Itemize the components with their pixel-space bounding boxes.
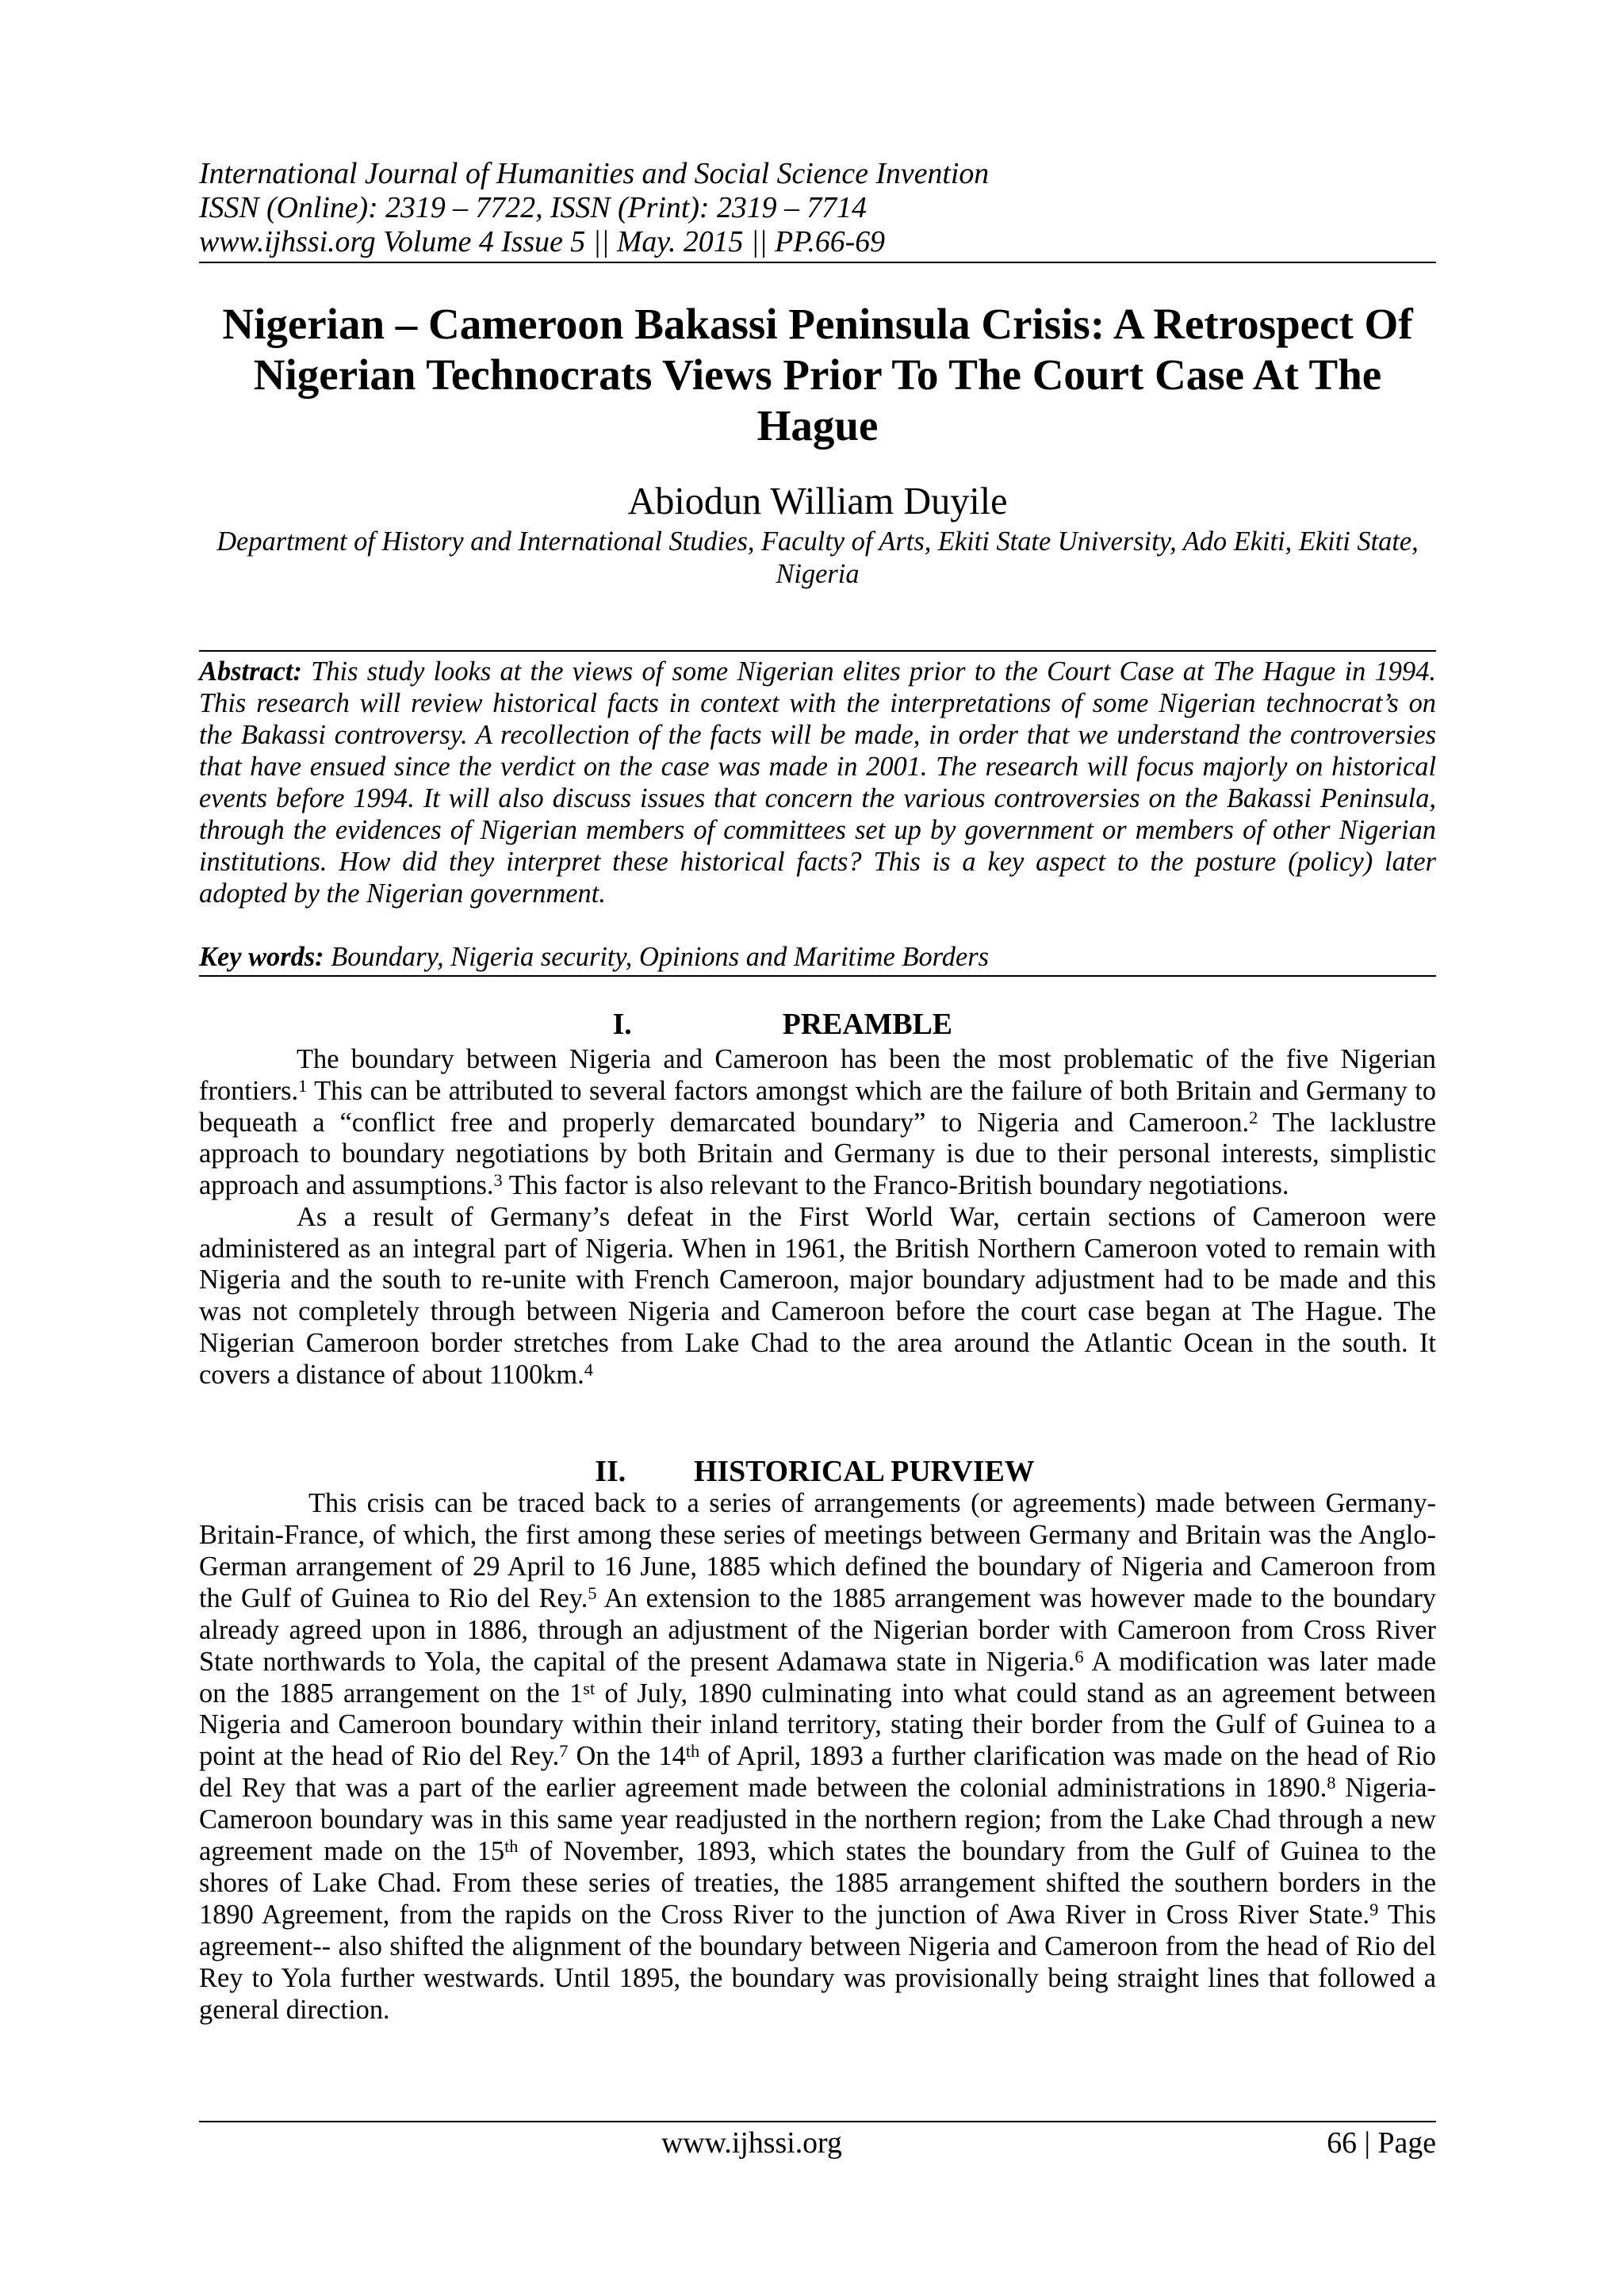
journal-header [199,157,1436,258]
text-line [199,1265,1436,1296]
text-line [199,1647,1436,1678]
text-run: point at the head of Rio del Rey. [199,1741,560,1772]
text-run: general direction. [199,1994,390,2025]
superscript: 4 [584,1359,593,1380]
text-line [199,1709,1436,1741]
text-line [199,687,1436,719]
text-line [199,1615,1436,1647]
section-body [199,1044,1436,1391]
author-affiliation [199,526,1436,591]
text-line [199,783,1436,814]
text-run: Nigerian Cameroon border stretches from Lake Chad to the area around the Atlantic Ocean in the south. It [199,1327,1436,1358]
text-run: the Gulf of Guinea to Rio del Rey. [199,1582,588,1613]
text-run: shores of Lake Chad. From these series of treaties, the 1885 arrangement shifted the southern borders in the [199,1867,1436,1898]
text-run: approach and assumptions. [199,1170,494,1200]
superscript: 8 [1327,1773,1336,1793]
paragraph [199,1488,1436,2026]
superscript: 2 [1249,1107,1258,1127]
text-run: Britain-France, of which, the first among these series of meetings between Germany and Britain was the Anglo- [199,1520,1436,1551]
keywords [199,941,1436,973]
title-line: Hague [756,401,879,450]
text-line [199,1488,1436,1520]
text-line [199,1900,1436,1931]
text-line [199,1202,1436,1234]
text-run: This [1378,1899,1436,1930]
text-run: This research will review historical facts in context with the interpretations of some Nigerian technocrat’s on [199,688,1436,718]
text-line [199,1741,1436,1773]
text-run: was not completely through between Nigeria and Cameroon before the court case began at The Hague. The [199,1296,1436,1326]
journal-name: International Journal of Humanities and Social Science Invention [199,157,990,190]
author-name: Abiodun William Duyile [627,480,1008,522]
text-run: A modification was later made [1083,1646,1437,1677]
affiliation-line: Department of History and International Studies, Faculty of Arts, Ekiti State University, Ado Ekiti, Ekiti State, [216,526,1419,557]
abstract-bottom-rule [199,975,1436,977]
text-run: Nigeria and the south to re-unite with French Cameroon, major boundary adjustment had to be made and this [199,1265,1436,1295]
text-run: del Rey that was a part of the earlier agreement made between the colonial administrations in 1890. [199,1773,1327,1804]
paper-title [199,299,1436,451]
section-number: I. [612,1008,632,1041]
text-line [199,878,1436,909]
text-line [199,1773,1436,1804]
text-line [199,1234,1436,1265]
section-heading [0,1008,1624,1040]
text-run: 1890 Agreement, from the rapids on the Cross River to the junction of Awa River in Cross River State. [199,1899,1370,1930]
footer-website: www.ijhssi.org [661,2126,842,2160]
superscript: 7 [559,1741,569,1762]
section-number: II. [595,1455,626,1489]
text-run: This can be attributed to several factors amongst which are the failure of both Britain and Germany to [307,1075,1436,1106]
footer-rule [199,2121,1436,2122]
text-line [199,1931,1436,1963]
page-number: 66 | Page [1327,2126,1436,2160]
text-run: On the 14 [568,1741,686,1772]
text-run: Nigeria- [1335,1773,1436,1804]
text-run: adopted by the Nigerian government. [199,878,606,909]
text-line [199,1296,1436,1328]
inline-label: Abstract: [199,656,302,687]
text-line [199,1868,1436,1900]
text-run: the Bakassi controversy. A recollection of the facts will be made, in order that we understand the controversies [199,720,1436,750]
text-line [199,814,1436,846]
text-line [199,1583,1436,1615]
text-line [199,1995,1436,2026]
text-line [199,1328,1436,1360]
text-run: already agreed upon in 1886, through an adjustment of the Nigerian border with Cameroon from Cross River [199,1614,1436,1645]
header-rule [199,262,1436,263]
superscript: st [583,1678,596,1698]
text-line [199,1963,1436,1995]
text-line [199,1138,1436,1170]
text-run: approach to boundary negotiations by both Britain and Germany is due to their personal interests, simplistic [199,1138,1436,1169]
text-run: administered as an integral part of Nigeria. When in 1961, the British Northern Cameroon voted to remain with [199,1233,1436,1264]
text-line [199,1076,1436,1108]
superscript: 6 [1074,1646,1084,1667]
text-run: State northwards to Yola, the capital of the present Adamawa state in Nigeria. [199,1646,1075,1677]
journal-issue-info: www.ijhssi.org Volume 4 Issue 5 || May. 2015 || PP.66-69 [199,224,886,258]
section-title: HISTORICAL PURVIEW [694,1455,1035,1489]
text-run: The lacklustre [1258,1107,1436,1138]
title-line: Nigerian – Cameroon Bakassi Peninsula Crisis: A Retrospect Of [222,300,1413,348]
text-line [199,1108,1436,1139]
section-title: PREAMBLE [782,1008,952,1041]
text-line [199,1520,1436,1552]
paragraph [199,1044,1436,1202]
text-run: Nigeria and Cameroon boundary within their inland territory, stating their border from the Gulf of Guinea to a [199,1709,1436,1740]
inline-label: Key words: [199,941,324,972]
section-body [199,1488,1436,2026]
text-line [199,719,1436,751]
text-run: Cameroon boundary was in this same year readjusted in the northern region; from the Lake Chad through a new [199,1804,1436,1835]
text-run: This study looks at the views of some Nigerian elites prior to the Court Case at The Hague in 1994. [301,656,1436,687]
text-line [199,941,1436,973]
section-heading [0,1456,1624,1487]
text-run: This factor is also relevant to the Franco-British boundary negotiations. [502,1170,1289,1200]
text-line [199,1678,1436,1710]
superscript: 1 [298,1075,308,1096]
abstract [199,656,1436,909]
text-run: on the 1885 arrangement on the 1 [199,1678,584,1709]
text-run: of July, 1890 culminating into what could stand as an agreement between [595,1678,1436,1709]
text-run: agreement-- also shifted the alignment of the boundary between Nigeria and Cameroon from the head of Rio del [199,1931,1436,1961]
superscript: 5 [588,1582,597,1603]
text-line [199,1836,1436,1868]
text-line [199,846,1436,878]
text-run: Boundary, Nigeria security, Opinions and Maritime Borders [324,941,990,972]
text-run: An extension to the 1885 arrangement was however made to the boundary [596,1582,1436,1613]
superscript: 9 [1369,1899,1379,1919]
text-run: agreement made on the 15 [199,1836,505,1867]
text-line [199,1360,1436,1391]
superscript: th [504,1836,519,1856]
text-run: Rey to Yola further westwards. Until 1895, the boundary was provisionally being straight lines that followed a [199,1962,1436,1993]
text-line [199,1170,1436,1202]
text-line [199,1044,1436,1076]
text-line [199,1552,1436,1583]
title-line: Nigerian Technocrats Views Prior To The Court Case At The [253,350,1382,399]
text-line [199,751,1436,783]
paragraph [199,1202,1436,1391]
page-footer [199,2127,1436,2159]
text-run: that have ensued since the verdict on the case was made in 2001. The research will focus majorly on historical [199,752,1436,782]
superscript: th [685,1741,700,1762]
text-line [199,656,1436,687]
text-run: This crisis can be traced back to a series of arrangements (or agreements) made between Germany- [308,1488,1436,1519]
text-run: of November, 1893, which states the boundary from the Gulf of Guinea to the [518,1836,1436,1867]
text-run: frontiers. [199,1075,299,1106]
text-run: German arrangement of 29 April to 16 June, 1885 which defined the boundary of Nigeria and Cameroon from [199,1552,1436,1582]
journal-issn: ISSN (Online): 2319 – 7722, ISSN (Print): 2319 – 7714 [199,190,867,224]
text-run: As a result of Germany’s defeat in the First World War, certain sections of Cameroon were [297,1201,1436,1232]
text-run: events before 1994. It will also discuss issues that concern the various controversies on the Bakassi Peninsula, [199,783,1436,813]
affiliation-line: Nigeria [776,559,860,589]
text-run: The boundary between Nigeria and Cameroon has been the most problematic of the five Nigerian [297,1044,1436,1074]
text-run: of April, 1893 a further clarification was made on the head of Rio [699,1741,1437,1772]
superscript: 3 [493,1169,503,1190]
abstract-top-rule [199,650,1436,652]
text-line [199,1804,1436,1836]
text-run: through the evidences of Nigerian members of committees set up by government or members of other Nigerian [199,815,1436,845]
text-run: covers a distance of about 1100km. [199,1359,584,1390]
text-run: bequeath a “conflict free and properly demarcated boundary” to Nigeria and Cameroon. [199,1107,1250,1138]
text-run: institutions. How did they interpret these historical facts? This is a key aspect to the posture (policy) later [199,847,1436,877]
